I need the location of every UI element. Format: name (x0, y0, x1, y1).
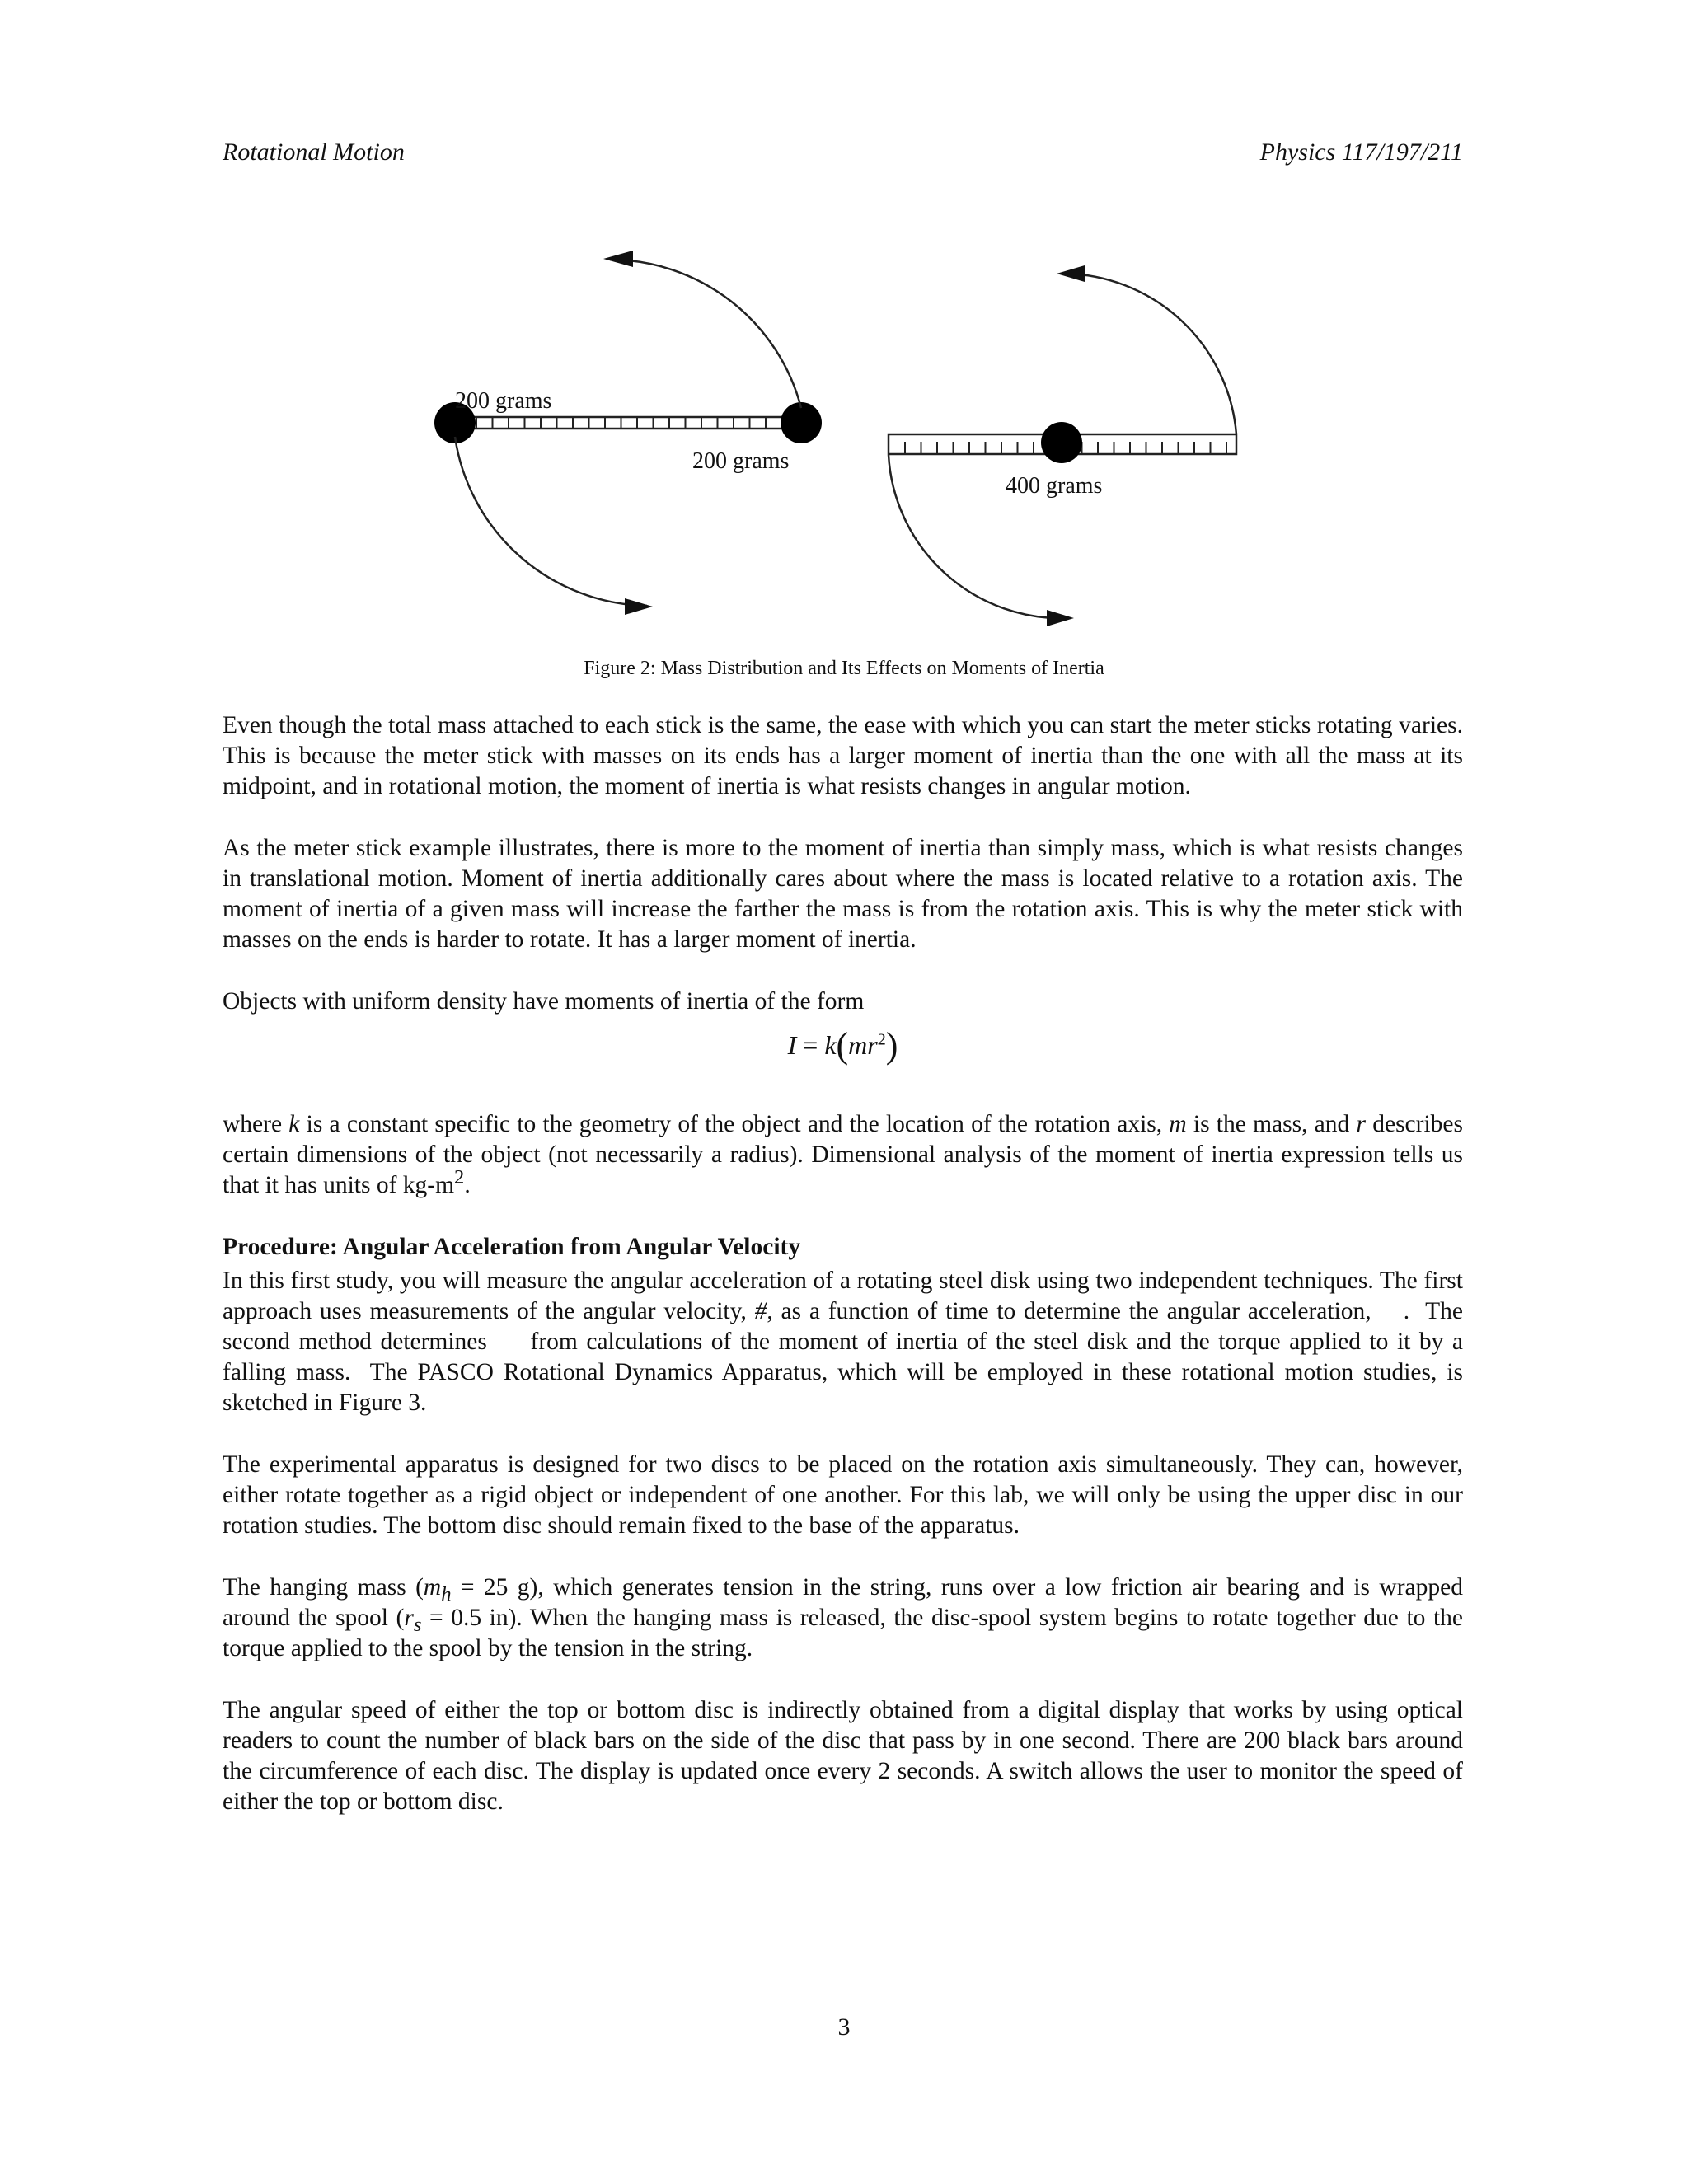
page-header (223, 138, 1463, 171)
page-number: 3 (837, 2013, 851, 2041)
mass-distribution-figure (412, 239, 1278, 643)
right-lower-arrowhead (1047, 610, 1074, 626)
right-upper-arc (1063, 274, 1236, 434)
p7-sub-h: h (441, 1582, 452, 1605)
equation-k: k (824, 1030, 837, 1060)
left-lower-arrowhead (625, 598, 653, 615)
p7-text-c: = 0.5 in). When the hanging mass is released, the disc-spool system begins to rotate together due to the torque applied to the spool by the tension in the string. (223, 1605, 1463, 1661)
p4-var-m: m (1169, 1111, 1187, 1137)
equation-open-paren: ( (836, 1025, 849, 1066)
paragraph-1: Even though the total mass attached to each stick is the same, the ease with which you can start the meter sticks rotating varies. This is because the meter stick with masses on its ends has a larger moment of inertia than the one with all the mass at its midpoint, and in rotational motion, the moment of inertia is what resists changes in angular motion. (223, 712, 1463, 799)
left-top-label: 200 grams (455, 388, 552, 414)
equation-mr: mr (848, 1030, 878, 1060)
p7-var-m: m (423, 1574, 442, 1601)
paragraph-3: Objects with uniform density have moments of inertia of the form (223, 988, 865, 1015)
center-mass (1041, 422, 1082, 463)
p7-text-a: The hanging mass ( (223, 1574, 424, 1601)
paragraph-7 (223, 1572, 1463, 1664)
p5-text-a: In this first study, you will measure the angular acceleration of a rotating steel disk using two independent techniques. The first approach uses measurements of the angular velocity, (223, 1268, 1463, 1324)
p7-sub-s: s (413, 1613, 422, 1636)
p4-text-e: . (464, 1172, 471, 1198)
procedure-heading: Procedure: Angular Acceleration from Angular Velocity (223, 1234, 801, 1260)
right-end-mass (781, 402, 822, 443)
p7-var-r: r (404, 1605, 414, 1631)
p5-text-b: , as a function of time to determine the angular acceleration, . The second method determines from calculations of the moment of inertia of the steel disk and the torque applied to it by a falling mass. The PASCO Rotational Dynamics Apparatus, which will be employed in these rotational motion studies, is sketched in Figure 3. (223, 1298, 1470, 1416)
header-course: Physics 117/197/211 (1259, 138, 1463, 166)
paragraph-4 (223, 1109, 1463, 1201)
body-text (223, 710, 1470, 1849)
equation-close-paren: ) (885, 1025, 898, 1066)
p4-text-c: is the mass, and (1186, 1111, 1357, 1137)
p4-var-k: k (288, 1111, 300, 1137)
left-upper-arrowhead (603, 251, 633, 267)
right-label: 400 grams (1006, 473, 1103, 499)
p4-text-b: is a constant specific to the geometry of the object and the location of the rotation axis, (299, 1111, 1170, 1137)
paragraph-5 (223, 1266, 1470, 1418)
left-meter-stick (455, 417, 801, 429)
paragraph-6: The experimental apparatus is designed for two discs to be placed on the rotation axis simultaneously. They can, however, either rotate together as a rigid object or independent of one another. For this lab, we will only be using the upper disc in our rotation studies. The bottom disc should remain fixed to the base of the apparatus. (223, 1451, 1463, 1539)
figure-caption: Figure 2: Mass Distribution and Its Effects on Moments of Inertia (584, 658, 1104, 679)
paragraph-8: The angular speed of either the top or bottom disc is indirectly obtained from a digital display that works by using optical readers to count the number of black bars on the side of the disc that pass by in one second. There are 200 black bars around the circumference of each disc. The display is updated once every 2 seconds. A switch allows the user to monitor the speed of either the top or bottom disc. (223, 1697, 1463, 1815)
equation-equals: = (803, 1030, 818, 1060)
equation-lhs: I (787, 1030, 797, 1060)
p4-var-r: r (1356, 1111, 1366, 1137)
paragraph-2: As the meter stick example illustrates, there is more to the moment of inertia than simply mass, which is what resists changes in translational motion. Moment of inertia additionally cares about where the mass is located relative to a rotation axis. The moment of inertia of a given mass will increase the farther the mass is from the rotation axis. This is why the meter stick with masses on the ends is harder to rotate. It has a larger moment of inertia. (223, 835, 1463, 953)
equation-exponent: 2 (877, 1030, 886, 1049)
left-upper-arc (610, 260, 801, 408)
moment-of-inertia-equation (223, 1022, 1463, 1068)
left-bottom-label: 200 grams (692, 448, 790, 474)
p7-text-b: = 25 g), which generates tension in the string, runs over a low friction air bearing and is wrapped around the spool ( (223, 1574, 1463, 1631)
left-lower-arc (455, 437, 647, 606)
p4-sup: 2 (454, 1166, 465, 1189)
p4-text-d: describes certain dimensions of the object (not necessarily a radius). Dimensional analysis of the moment of inertia expression tells us that it has units of kg-m (223, 1111, 1463, 1198)
p4-text-a: where (223, 1111, 289, 1137)
p5-omega-symbol: # (754, 1298, 767, 1324)
header-title: Rotational Motion (223, 138, 405, 166)
right-upper-arrowhead (1057, 265, 1085, 282)
